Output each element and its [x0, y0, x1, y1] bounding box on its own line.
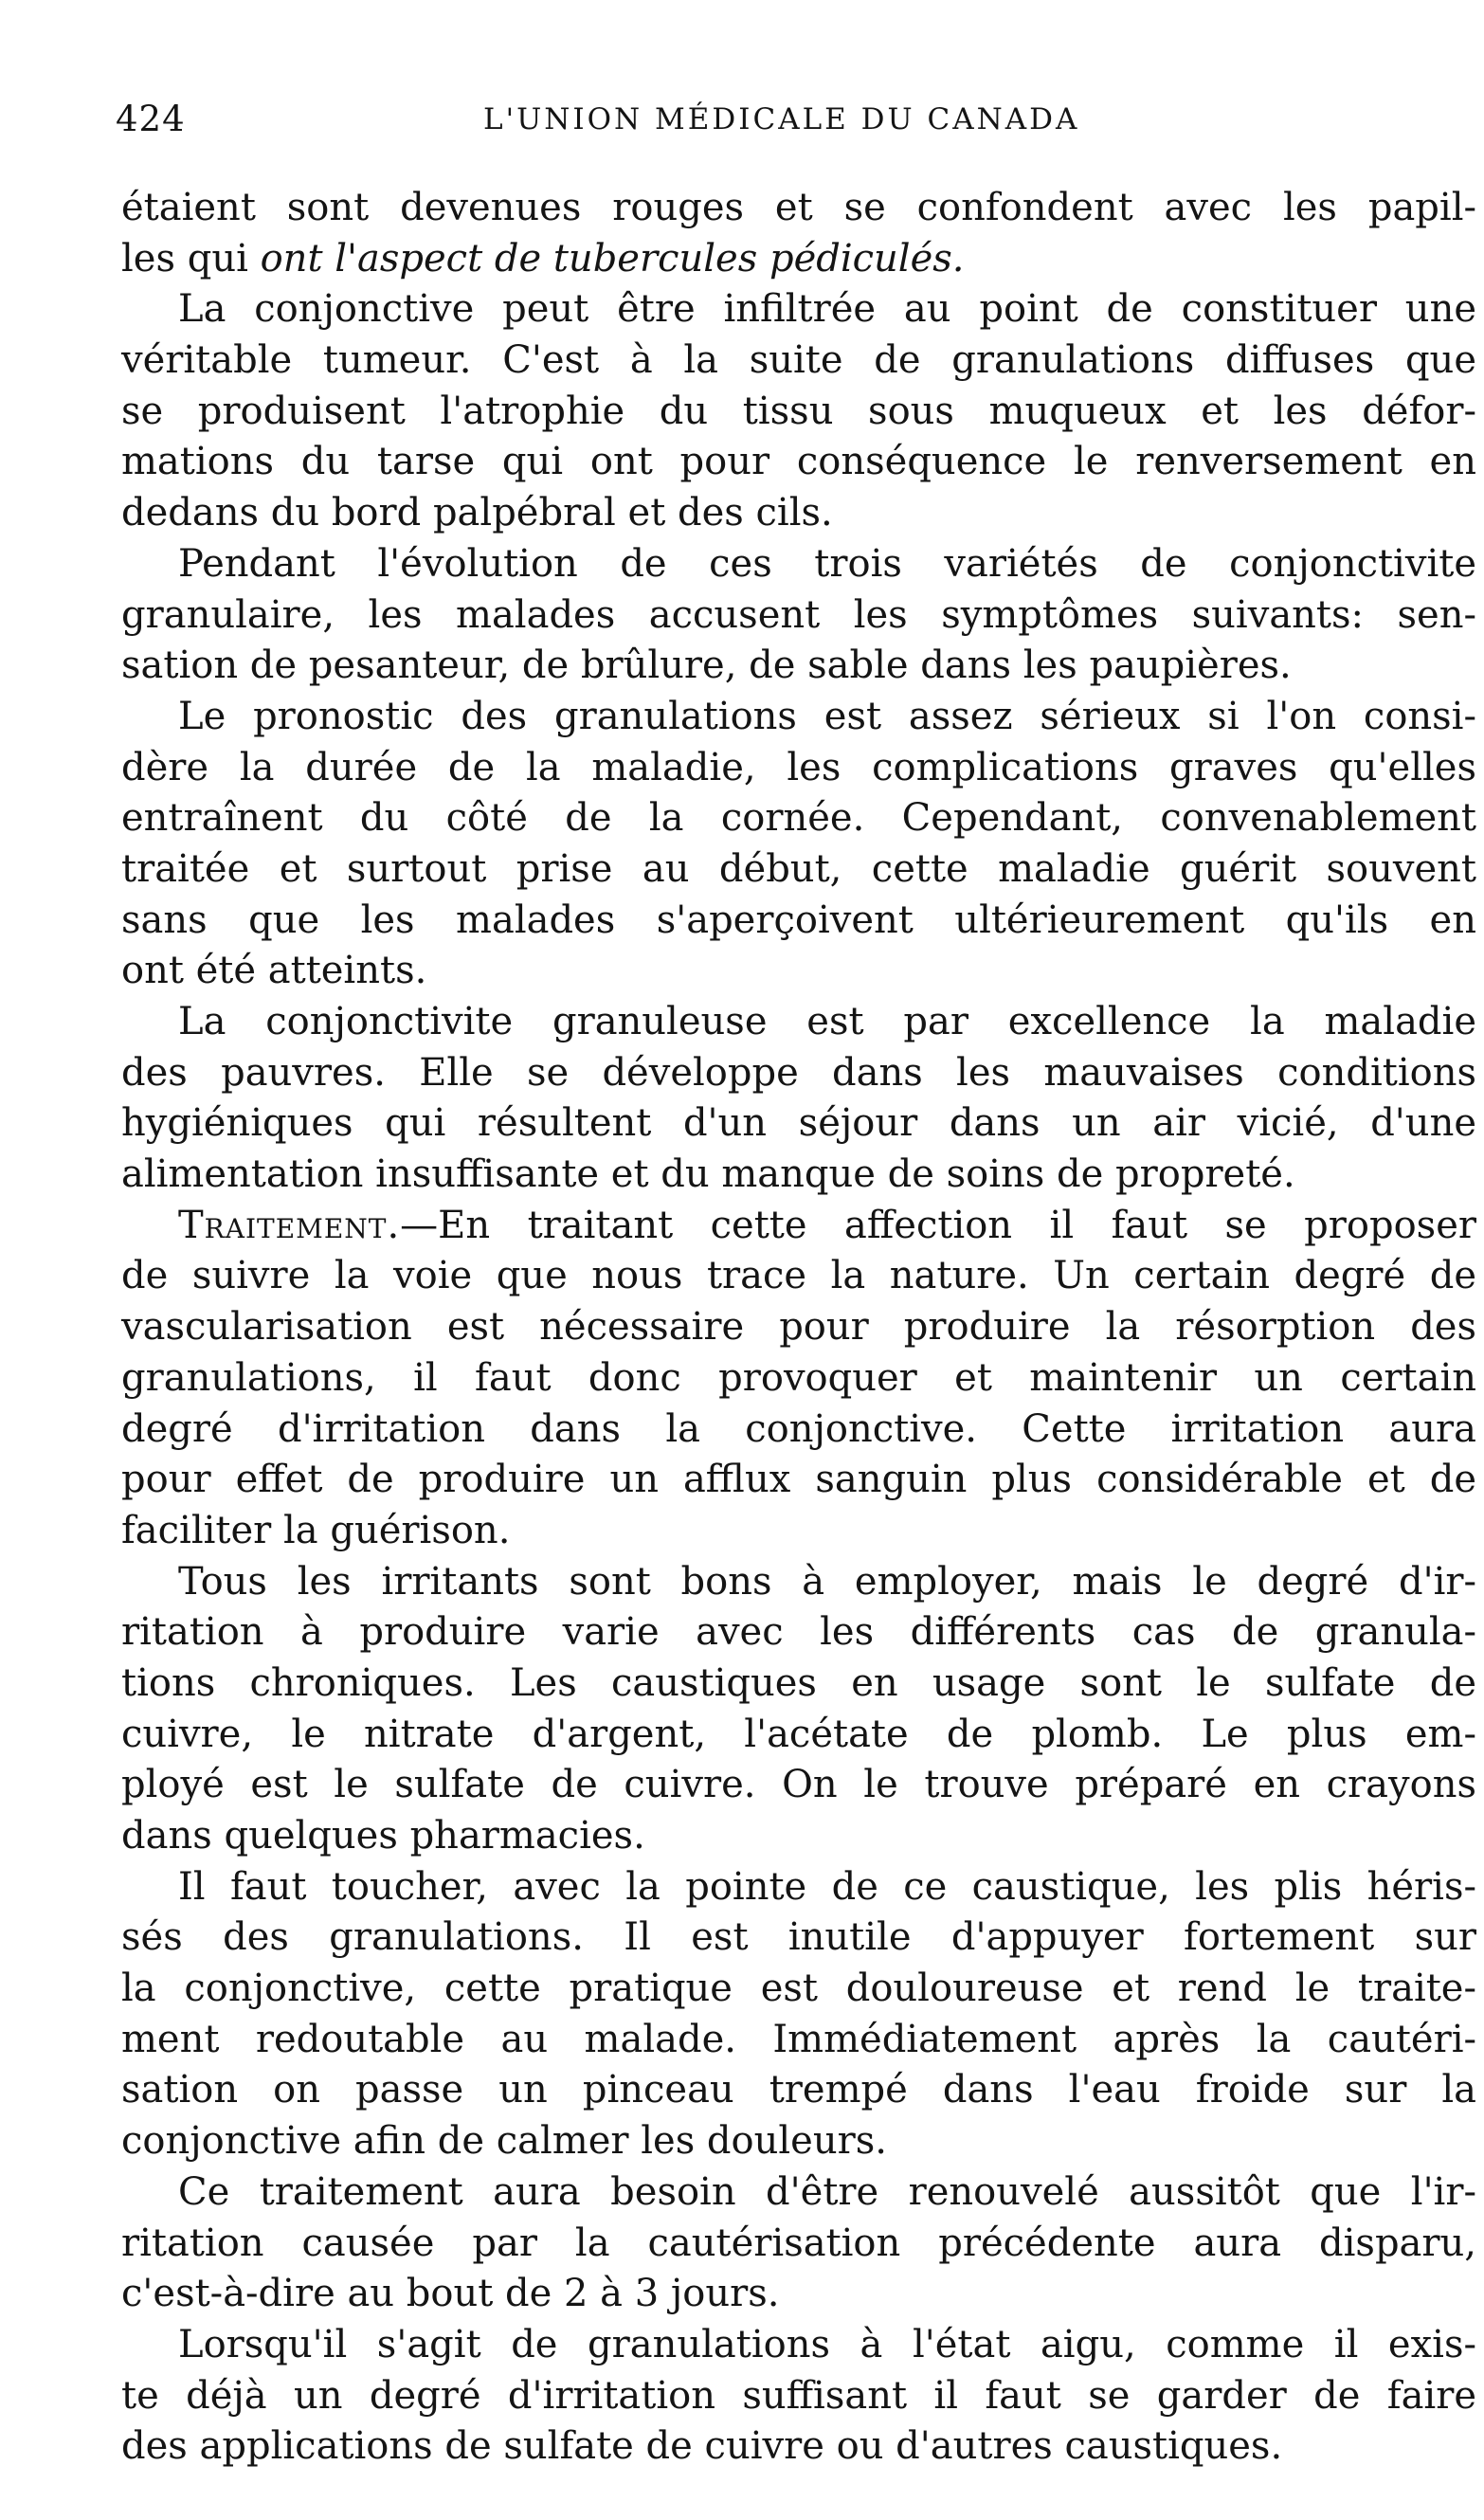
text-line: ont été atteints.: [121, 949, 427, 993]
text-line: des pauvres. Elle se développe dans les mauvaises conditions: [121, 1050, 1476, 1095]
text-line: entraînent du côté de la cornée. Cependant, convenablement: [121, 796, 1476, 841]
text-line: dère la durée de la maladie, les complications graves qu'elles: [121, 745, 1476, 789]
text-line: te déjà un degré d'irritation suffisant il faut se garder de faire: [121, 2373, 1476, 2418]
text-line: tions chroniques. Les caustiques en usage sont le sulfate de: [121, 1660, 1476, 1705]
body-text: [121, 183, 1476, 2473]
text-line: conjonctive afin de calmer les douleurs.: [121, 2119, 887, 2164]
page-header: [116, 99, 1461, 144]
text-segment: les qui: [121, 236, 261, 281]
page-number: 424: [116, 99, 186, 139]
text-line: étaient sont devenues rouges et se confondent avec les papil-: [121, 186, 1476, 229]
text-line: véritable tumeur. C'est à la suite de granulations diffuses que: [121, 338, 1476, 383]
text-line: pour effet de produire un afflux sanguin plus considérable et de: [121, 1458, 1476, 1502]
text-line: se produisent l'atrophie du tissu sous muqueux et les défor-: [121, 389, 1476, 433]
text-line: sation on passe un pinceau trempé dans l'eau froide sur la: [121, 2068, 1476, 2112]
text-line: [121, 1201, 1476, 1252]
text-line: ritation à produire varie avec les différents cas de granula-: [121, 1610, 1476, 1655]
text-line: Lorsqu'il s'agit de granulations à l'état aigu, comme il exis-: [178, 2322, 1476, 2366]
text-line: sation de pesanteur, de brûlure, de sable dans les paupières.: [121, 644, 1292, 688]
text-line: granulaire, les malades accusent les symptômes suivants: sen-: [121, 592, 1476, 637]
text-line: ritation causée par la cautérisation précédente aura disparu,: [121, 2221, 1476, 2265]
text-line: ment redoutable au malade. Immédiatement après la cautéri-: [121, 2017, 1476, 2061]
text-line: la conjonctive, cette pratique est douloureuse et rend le traite-: [121, 1967, 1476, 2011]
text-line: des applications de sulfate de cuivre ou d'autres caustiques.: [121, 2424, 1283, 2469]
text-line: dans quelques pharmacies.: [121, 1814, 645, 1858]
running-title: L'UNION MÉDICALE DU CANADA: [483, 102, 1080, 136]
text-line: faciliter la guérison.: [121, 1508, 511, 1552]
text-line: [121, 234, 1476, 285]
text-line: traitée et surtout prise au début, cette maladie guérit souvent: [121, 846, 1476, 891]
text-line: hygiéniques qui résultent d'un séjour dans un air vicié, d'une: [121, 1101, 1476, 1146]
text-line: Ce traitement aura besoin d'être renouvelé aussitôt que l'ir-: [178, 2169, 1476, 2214]
text-line: Tous les irritants sont bons à employer, mais le degré d'ir-: [178, 1559, 1476, 1604]
text-line: La conjonctivite granuleuse est par excellence la maladie: [178, 1000, 1476, 1043]
text-line: Le pronostic des granulations est assez sérieux si l'on consi-: [178, 694, 1476, 738]
text-line: Il faut toucher, avec la pointe de ce caustique, les plis héris-: [178, 1864, 1476, 1909]
italic-text: ont l'aspect de tubercules pédiculés.: [260, 236, 965, 281]
text-line: granulations, il faut donc provoquer et maintenir un certain: [121, 1355, 1476, 1400]
text-line: dedans du bord palpébral et des cils.: [121, 491, 833, 535]
text-segment: —En traitant cette affection il faut se proposer: [400, 1203, 1476, 1247]
text-line: cuivre, le nitrate d'argent, l'acétate de plomb. Le plus em-: [121, 1712, 1476, 1756]
text-line: ployé est le sulfate de cuivre. On le trouve préparé en crayons: [121, 1763, 1476, 1807]
text-line: de suivre la voie que nous trace la nature. Un certain degré de: [121, 1254, 1476, 1298]
text-line: c'est-à-dire au bout de 2 à 3 jours.: [121, 2272, 780, 2316]
text-line: Pendant l'évolution de ces trois variétés de conjonctivite: [178, 541, 1476, 586]
text-line: sans que les malades s'aperçoivent ultérieurement qu'ils en: [121, 897, 1476, 942]
text-line: La conjonctive peut être infiltrée au point de constituer une: [178, 287, 1476, 332]
text-line: vascularisation est nécessaire pour produire la résorption des: [121, 1305, 1476, 1350]
text-line: alimentation insuffisante et du manque de soins de propreté.: [121, 1152, 1295, 1197]
section-heading: Traitement.: [178, 1203, 401, 1247]
text-line: sés des granulations. Il est inutile d'appuyer fortement sur: [121, 1915, 1476, 1960]
text-line: degré d'irritation dans la conjonctive. Cette irritation aura: [121, 1406, 1476, 1451]
text-line: mations du tarse qui ont pour conséquence le renversement en: [121, 440, 1476, 484]
